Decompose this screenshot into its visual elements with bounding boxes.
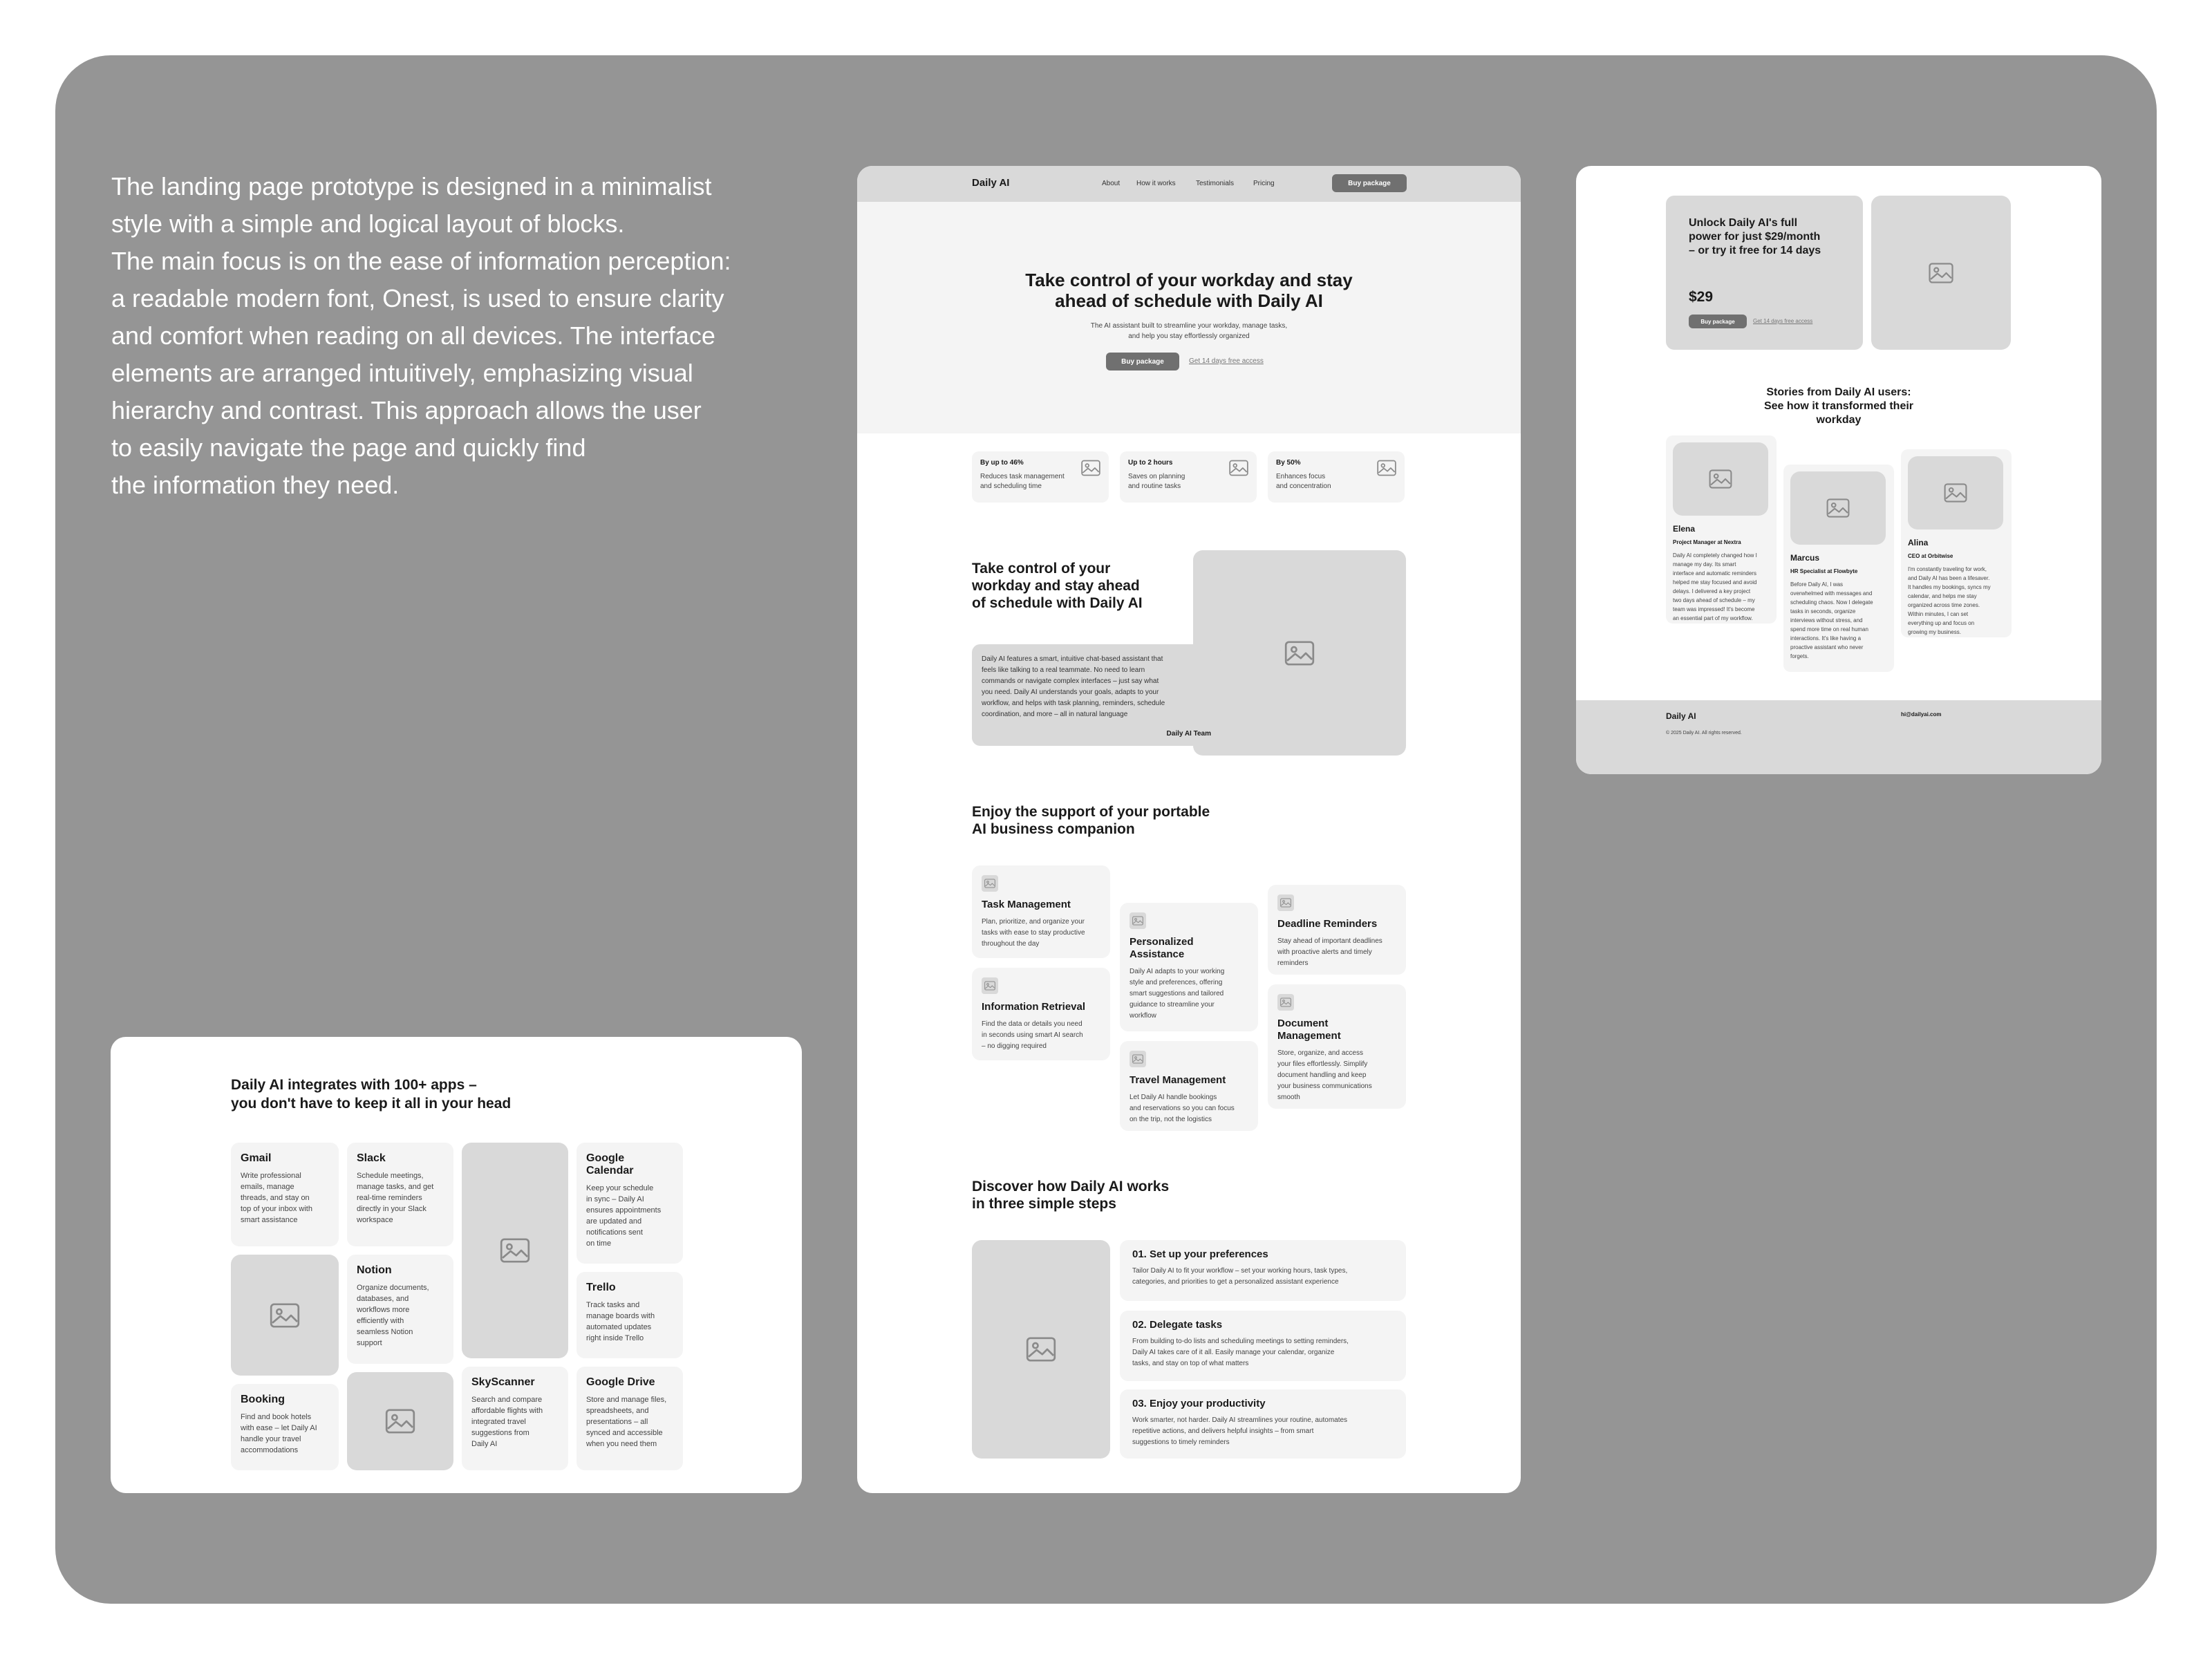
avatar [1908, 456, 2003, 529]
image-icon [1081, 460, 1100, 476]
integrations-panel [111, 1037, 802, 1493]
app-desc: Search and compare affordable flights with integrated travel suggestions from Daily AI [471, 1396, 543, 1448]
image-icon [385, 1409, 415, 1434]
feature-card-task-management [972, 865, 1110, 958]
app-card-google-drive[interactable] [577, 1367, 683, 1470]
presentation-canvas [55, 55, 2157, 1604]
integrations-title: Daily AI integrates with 100+ apps – you don't have to keep it all in your head [231, 1077, 512, 1112]
feature-card-deadline-reminders [1268, 885, 1406, 975]
nav-link-about[interactable]: About [1102, 180, 1121, 187]
app-name: Trello [586, 1282, 616, 1293]
hero-title: Take control of your workday and stay ahead of schedule with Daily AI [1025, 270, 1353, 311]
app-desc: Keep your schedule in sync – Daily AI ensures appointments are updated and notifications sent on time [586, 1184, 662, 1248]
about-quote-card [972, 644, 1221, 746]
pricing-title: Unlock Daily AI's full power for just $29/month – or try it free for 14 days [1689, 217, 1821, 256]
image-icon [270, 1303, 300, 1328]
stories-title: Stories from Daily AI users: See how it transformed their workday [1763, 386, 1914, 426]
footer-logo[interactable]: Daily AI [1666, 711, 1696, 721]
stat-desc: Enhances focus and concentration [1276, 473, 1331, 490]
step-desc: Tailor Daily AI to fit your workflow – set your working hours, task types, categories, and priorities to get a personalized assistant experience [1132, 1267, 1348, 1286]
testimonial-text: I'm constantly traveling for work, and Daily AI has been a lifesaver. It handles my bookings, syncs my calendar, and helps me stay organized across time zones. Within minutes, I can set everything up and focus on growing my business. [1908, 566, 1991, 635]
app-desc: Write professional emails, manage threads, and stay on top of your inbox with smart assistance [241, 1172, 312, 1224]
image-placeholder [1193, 550, 1406, 756]
app-card-slack[interactable] [347, 1143, 453, 1246]
stat-value: By up to 46% [980, 459, 1024, 467]
testimonial-name: Alina [1908, 538, 1929, 547]
about-title: Take control of your workday and stay ahead of schedule with Daily AI [972, 561, 1143, 611]
hero-buy-package-button[interactable]: Buy package [1106, 353, 1179, 371]
pricing-testimonials-panel [1576, 166, 2101, 774]
step-card [1120, 1240, 1406, 1301]
app-name: Notion [357, 1264, 392, 1276]
step-title: 03. Enjoy your productivity [1132, 1398, 1266, 1409]
stat-card [972, 451, 1109, 503]
app-name: SkyScanner [471, 1376, 535, 1388]
features-title: Enjoy the support of your portable AI business companion [972, 804, 1210, 837]
app-desc: Track tasks and manage boards with automated updates right inside Trello [586, 1301, 655, 1342]
image-icon [1026, 1337, 1056, 1362]
feature-desc: Let Daily AI handle bookings and reservations so you can focus on the trip, not the logistics [1130, 1094, 1235, 1123]
image-icon [982, 977, 998, 994]
image-icon [982, 875, 998, 892]
testimonial-role: HR Specialist at Flowbyte [1790, 568, 1858, 574]
app-card-google-calendar[interactable] [577, 1143, 683, 1264]
steps-title: Discover how Daily AI works in three simple steps [972, 1179, 1170, 1212]
stat-value: By 50% [1276, 459, 1301, 467]
step-title: 01. Set up your preferences [1132, 1248, 1268, 1260]
landing-page-panel [857, 166, 1521, 1493]
step-desc: Work smarter, not harder. Daily AI streamlines your routine, automates repetitive actions, and delivers helpful insights – from smart suggestions to timely reminders [1132, 1416, 1348, 1446]
app-desc: Find and book hotels with ease – let Daily AI handle your travel accommodations [241, 1413, 317, 1454]
feature-desc: Store, organize, and access your files effortlessly. Simplify document handling and keep your business communications smooth [1277, 1049, 1372, 1101]
feature-title: Travel Management [1130, 1074, 1226, 1086]
footer [1576, 700, 2101, 774]
testimonial-card [1783, 465, 1894, 672]
pricing-free-access-link[interactable]: Get 14 days free access [1753, 318, 1813, 324]
app-desc: Organize documents, databases, and workflows more efficiently with seamless Notion support [357, 1284, 429, 1347]
testimonial-card [1666, 435, 1777, 624]
testimonial-name: Elena [1673, 524, 1696, 534]
feature-title: Task Management [982, 899, 1071, 910]
stat-desc: Reduces task management and scheduling time [980, 473, 1065, 490]
footer-copyright: © 2025 Daily AI. All rights reserved. [1666, 731, 1742, 735]
image-placeholder [347, 1372, 453, 1470]
image-placeholder [462, 1143, 568, 1358]
nav-link-pricing[interactable]: Pricing [1253, 180, 1275, 187]
feature-card-information-retrieval [972, 968, 1110, 1060]
image-placeholder [1871, 196, 2011, 350]
feature-title: Information Retrieval [982, 1001, 1086, 1013]
pricing-buy-package-button[interactable]: Buy package [1689, 315, 1747, 328]
app-card-skyscanner[interactable] [462, 1367, 568, 1470]
image-placeholder [972, 1240, 1110, 1459]
image-icon [1130, 1051, 1146, 1067]
nav-logo[interactable]: Daily AI [972, 177, 1010, 189]
nav-link-testimonials[interactable]: Testimonials [1196, 180, 1235, 187]
nav-buy-package-button[interactable]: Buy package [1332, 174, 1407, 192]
image-icon [1277, 994, 1294, 1011]
app-card-notion[interactable] [347, 1255, 453, 1364]
top-navigation [857, 166, 1521, 202]
stat-card [1120, 451, 1257, 503]
app-name: Google Calendar [586, 1152, 634, 1177]
feature-card-document-management [1268, 984, 1406, 1109]
feature-card-personalized-assistance [1120, 903, 1258, 1031]
image-icon [1377, 460, 1396, 476]
testimonial-card [1901, 449, 2012, 637]
feature-desc: Stay ahead of important deadlines with proactive alerts and timely reminders [1277, 937, 1382, 967]
image-icon [1709, 469, 1732, 489]
hero-section [857, 202, 1521, 433]
intro-text: The landing page prototype is designed in a minimalist style with a simple and logical layout of blocks. The main focus is on the ease of information perception: a readable modern font, Onest, is used to ensure clarity and comfort when reading on all devices. The interface elements are arranged intuitively, emphasizing visual hierarchy and contrast. This approach allows the user to easily navigate the page and quickly find the information they need. [111, 172, 731, 499]
pricing-amount: $29 [1689, 289, 1714, 305]
feature-desc: Plan, prioritize, and organize your tasks with ease to stay productive throughout the day [982, 918, 1085, 948]
testimonial-role: Project Manager at Nextra [1673, 539, 1741, 545]
stat-desc: Saves on planning and routine tasks [1128, 473, 1185, 490]
app-desc: Store and manage files, spreadsheets, and presentations – all synced and accessible when you need them [586, 1396, 667, 1448]
feature-title: Personalized Assistance [1130, 936, 1194, 960]
app-card-trello[interactable] [577, 1272, 683, 1358]
step-card [1120, 1311, 1406, 1381]
step-title: 02. Delegate tasks [1132, 1319, 1223, 1331]
stat-value: Up to 2 hours [1128, 459, 1173, 467]
image-icon [1284, 641, 1315, 666]
step-desc: From building to-do lists and scheduling meetings to setting reminders, Daily AI takes care of it all. Easily manage your calendar, organize tasks, and stay on top of what matters [1132, 1338, 1349, 1367]
testimonial-text: Before Daily AI, I was overwhelmed with messages and scheduling chaos. Now I delegate tasks in seconds, organize interviews without stress, and spend more time on real human interactions. It's like having a proactive assistant who never forgets. [1790, 581, 1873, 659]
app-name: Google Drive [586, 1376, 655, 1388]
image-icon [1229, 460, 1248, 476]
about-quote-text: Daily AI features a smart, intuitive chat-based assistant that feels like talking to a real teammate. No need to learn commands or navigate complex interfaces – just say what you need. Daily AI understands your goals, adapts to your workflow, and helps with task planning, reminders, schedule coordination, and more – all in natural language [982, 655, 1165, 718]
image-icon [1944, 483, 1967, 503]
image-icon [1277, 894, 1294, 911]
stat-card [1268, 451, 1405, 503]
image-placeholder [231, 1255, 339, 1376]
app-name: Slack [357, 1152, 386, 1164]
nav-link-how-it-works[interactable]: How it works [1136, 180, 1176, 187]
feature-card-travel-management [1120, 1041, 1258, 1131]
feature-title: Deadline Reminders [1277, 918, 1378, 930]
image-icon [1929, 263, 1953, 283]
testimonial-text: Daily AI completely changed how I manage my day. Its smart interface and automatic reminders helped me stay focused and avoid delays. I delivered a key project two days ahead of schedule – my team was impressed! It's become an essential part of my workflow. [1673, 552, 1757, 621]
hero-subtitle: The AI assistant built to streamline your workday, manage tasks, and help you stay effortlessly organized [1090, 322, 1288, 340]
feature-title: Document Management [1277, 1018, 1341, 1042]
avatar [1790, 471, 1886, 545]
image-icon [500, 1238, 530, 1263]
avatar [1673, 442, 1768, 516]
intro-description [111, 168, 830, 504]
testimonial-role: CEO at Orbitwise [1908, 553, 1953, 559]
testimonial-name: Marcus [1790, 553, 1820, 563]
app-card-gmail[interactable] [231, 1143, 339, 1246]
pricing-card [1666, 196, 1863, 350]
hero-free-access-link[interactable]: Get 14 days free access [1189, 357, 1264, 365]
image-icon [1826, 498, 1850, 518]
app-desc: Schedule meetings, manage tasks, and get real-time reminders directly in your Slack workspace [357, 1172, 434, 1224]
feature-desc: Daily AI adapts to your working style and preferences, offering smart suggestions and tailored guidance to streamline your workflow [1130, 968, 1225, 1020]
app-card-booking[interactable] [231, 1384, 339, 1470]
step-card [1120, 1389, 1406, 1459]
app-name: Booking [241, 1394, 285, 1405]
feature-desc: Find the data or details you need in seconds using smart AI search – no digging required [982, 1020, 1083, 1050]
footer-email[interactable]: hi@dailyai.com [1901, 711, 1942, 718]
about-quote-author: Daily AI Team [1166, 730, 1211, 738]
app-name: Gmail [241, 1152, 272, 1164]
image-icon [1130, 912, 1146, 929]
